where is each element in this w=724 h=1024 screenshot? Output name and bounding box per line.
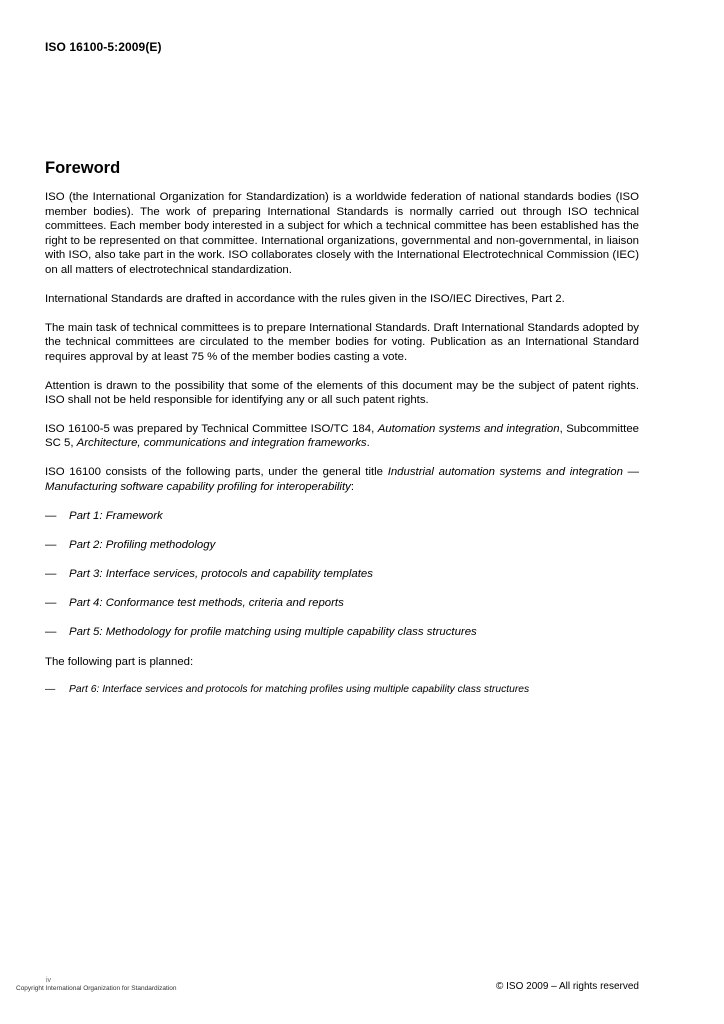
paragraph-committee-task: The main task of technical committees is to prepare International Standards. Draft International Standards adopted by the technical committees are circulated to the member bodies for voting. Publication as an International Standard requires approval by at least 75 % of the member bodies casting a vote.: [45, 321, 639, 363]
paragraph-patent-rights: Attention is drawn to the possibility that some of the elements of this document may be the subject of patent rights. ISO shall not be held responsible for identifying any or all such patent rights.: [45, 379, 639, 407]
list-item-part-6-planned: [45, 683, 639, 698]
copyright-left: Copyright International Organization for Standardization: [16, 985, 177, 992]
document-id-header: ISO 16100-5:2009(E): [45, 40, 162, 54]
general-title: Industrial automation systems and integration — Manufacturing software capability profiling for interoperability: [45, 466, 639, 493]
copyright-right: © ISO 2009 – All rights reserved: [496, 981, 639, 992]
paragraph-planned-intro: The following part is planned:: [45, 655, 194, 668]
list-item-part-2: [45, 538, 639, 553]
part-label: Part 3: Interface services, protocols and capability templates: [69, 568, 373, 580]
part-label: Part 1: Framework: [69, 509, 163, 522]
parts-intro-text: ISO 16100 consists of the following parts, under the general title: [45, 466, 388, 479]
dash-bullet: —: [45, 538, 57, 551]
paragraph-directives: International Standards are drafted in accordance with the rules given in the ISO/IEC Directives, Part 2.: [45, 292, 565, 305]
list-item-part-3: [45, 567, 639, 582]
dash-bullet: —: [45, 597, 57, 610]
page-number: iv: [46, 977, 52, 984]
dash-bullet: —: [45, 568, 57, 580]
dash-bullet: —: [45, 684, 56, 696]
foreword-section: [45, 158, 639, 713]
subcommittee-text: , Subcommittee SC 5,: [45, 422, 639, 450]
prepared-by-text: ISO 16100-5 was prepared by Technical Committee ISO/TC 184,: [45, 422, 378, 435]
list-item-part-4: [45, 596, 639, 611]
committee-title: Automation systems and integration: [377, 422, 560, 435]
colon-text: :: [350, 480, 354, 493]
part-label: Part 2: Profiling methodology: [69, 538, 216, 551]
part-label: Part 6: Interface services and protocols for matching profiles using multiple capability class structures: [69, 684, 530, 696]
list-item-part-5: [45, 625, 639, 640]
foreword-title: Foreword: [45, 159, 121, 177]
dash-bullet: —: [45, 509, 57, 522]
paragraph-prepared-by: [45, 422, 639, 451]
part-label: Part 4: Conformance test methods, criteria and reports: [69, 597, 344, 610]
list-item-part-1: [45, 509, 639, 524]
paragraph-parts-intro: [45, 465, 639, 494]
dash-bullet: —: [45, 626, 57, 639]
subcommittee-title: Architecture, communications and integration frameworks: [76, 437, 367, 450]
period-text: .: [366, 437, 370, 450]
paragraph-iso-overview: ISO (the International Organization for Standardization) is a worldwide federation of national standards bodies (ISO member bodies). The work of preparing International Standards is normally carried out through ISO technical committees. Each member body interested in a subject for which a technical committee has been established has the right to be represented on that committee. International organizations, governmental and non-governmental, in liaison with ISO, also take part in the work. ISO collaborates closely with the International Electrotechnical Commission (IEC) on all matters of electrotechnical standardization.: [45, 191, 639, 276]
part-label: Part 5: Methodology for profile matching using multiple capability class structures: [69, 626, 477, 639]
